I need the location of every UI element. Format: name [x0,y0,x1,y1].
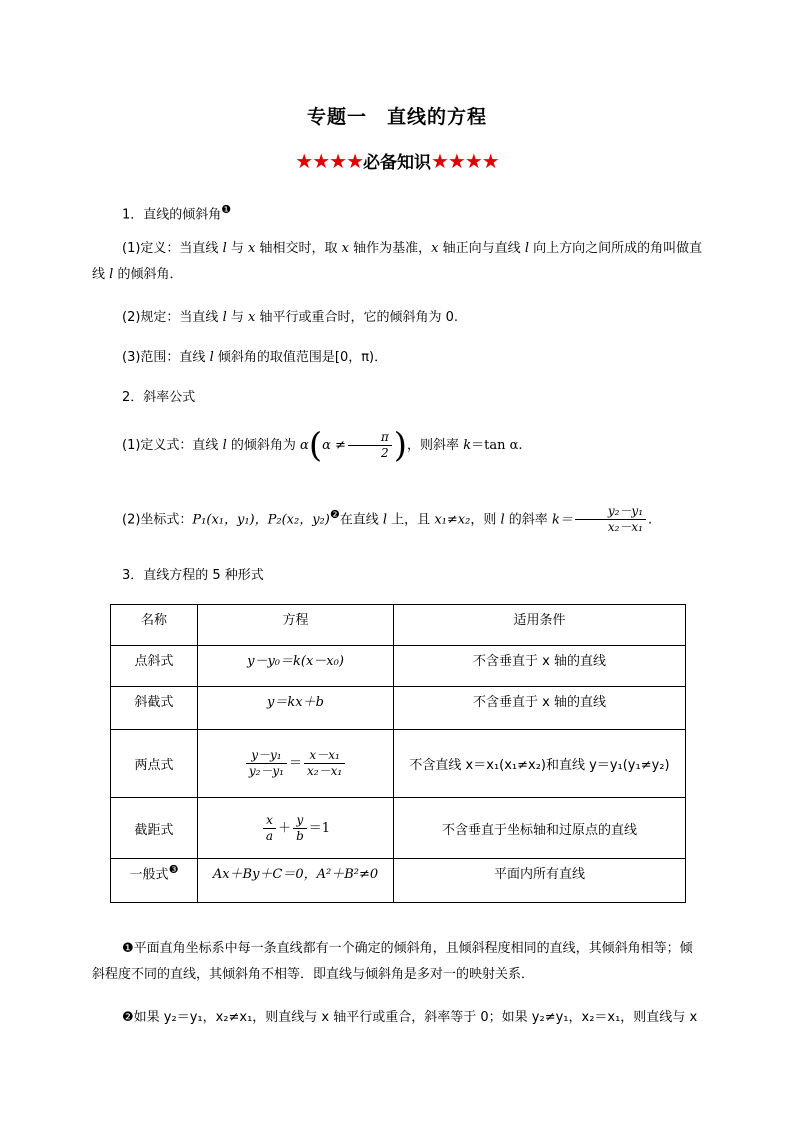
frac-denominator: x₂－x₁ [607,520,643,535]
heading-inclination-angle [122,197,734,228]
form-equation: Ax＋By＋C＝0，A²＋B²≠0 [198,859,394,903]
text-run: 轴相交时，取 [259,241,338,256]
text-run: 在直线 [339,512,379,528]
math-l: l [382,512,388,528]
fraction-slope [575,504,646,535]
footnote-1 [92,936,702,988]
form-name [111,859,198,903]
math-l: l [109,267,114,282]
form-condition: 平面内所有直线 [394,859,686,903]
math-l: l [222,310,227,325]
footnote-text: 平面直角坐标系中每一条直线都有一个确定的倾斜角，且倾斜程度相同的直线，其倾斜角相等；倾斜程度不同的直线，其倾斜角不相等．即直线与倾斜角是多对一的映射关系． [92,941,693,982]
math-condition: α ≠ [322,438,346,453]
heading-slope-formula: 2．斜率公式 [122,390,196,405]
plus-sign: ＋ [278,820,292,836]
math-condition: x₁≠x₂ [434,512,471,528]
text-run: 的斜率 [508,512,548,528]
table-row [111,798,686,859]
table-row [111,646,686,687]
math-x: x [248,310,256,325]
banner-text: 必备知识 [363,153,431,173]
footnote-marker: ❷ [122,1010,134,1025]
text-run: 向上方向之间所成的角叫做直线 [92,241,703,282]
frac-numerator: x [263,813,276,829]
paragraph-slope-definition [92,425,704,466]
text-run: (1)定义：当直线 [122,241,219,256]
paragraph-definition [92,236,704,288]
fraction [304,748,345,779]
form-condition: 不含直线 x＝x₁(x₁≠x₂)和直线 y＝y₁(y₁≠y₂) [394,730,686,798]
table-row [111,687,686,730]
math-l: l [524,241,529,256]
left-paren: ( [308,425,323,466]
frac-numerator: π [348,430,392,446]
star-decoration-left: ★★★★ [295,149,363,173]
paragraph-slope-coordinates [92,502,704,535]
math-l: l [500,512,505,528]
form-equation [198,798,394,859]
text-run: (1)定义式：直线 [122,438,219,453]
table-header-row [111,605,686,646]
header-cell: 适用条件 [394,605,686,646]
form-name: 两点式 [111,730,198,798]
text-run: 与 [230,310,244,325]
line-equation-table [110,604,686,903]
footnote-marker: ❶ [122,941,134,956]
footnote-marker-1: ❶ [221,203,232,216]
heading-text: 1．直线的倾斜角 [122,207,222,223]
text-run: 的倾斜角． [117,267,183,282]
math-l: l [222,438,227,453]
footnote-text: 如果 y₂＝y₁，x₂≠x₁，则直线与 x 轴平行或重合，斜率等于 0；如果 y₂≠y₁，x₂＝x₁，则直线与 x [133,1010,698,1025]
footnote-marker-3: ❸ [168,863,179,876]
table-row [111,859,686,903]
equals-sign: ＝ [289,756,303,771]
footnote-marker-2: ❷ [329,508,340,521]
fraction [246,748,287,779]
text-run: 上，且 [391,512,431,528]
frac-denominator: b [296,828,304,843]
form-equation: y－y₀＝k(x－x₀) [198,646,394,687]
math-points: P₁(x₁，y₁)，P₂(x₂，y₂) [192,512,330,528]
math-x: x [431,241,439,256]
math-x: x [341,241,350,256]
form-name-text: 一般式 [129,867,169,883]
paragraph-rule [92,305,704,331]
table-row [111,730,686,798]
text-run: 倾斜角的取值范围是[0，π)． [217,350,388,365]
math-x: x [248,241,256,256]
math-l: l [222,241,227,256]
fraction [293,813,307,844]
text-run: 轴平行或重合时，它的倾斜角为 0. [259,310,459,325]
form-condition: 不含垂直于 x 轴的直线 [394,687,686,730]
frac-numerator: x－x₁ [304,748,345,764]
text-run: ，则 [470,512,497,528]
text-run: (2)规定：当直线 [122,310,219,325]
math-l: l [209,350,214,365]
section-banner [0,148,794,173]
form-condition: 不含垂直于 x 轴的直线 [394,646,686,687]
form-name: 截距式 [111,798,198,859]
form-equation [198,730,394,798]
header-cell: 名称 [111,605,198,646]
paragraph-range [92,345,704,371]
right-paren: ) [393,425,408,466]
text-run: . [648,512,653,528]
frac-denominator: a [265,828,274,843]
text-run: ，则斜率 [407,438,460,453]
equals-one: ＝1 [308,820,331,836]
star-decoration-right: ★★★★ [431,149,499,173]
header-cell: 方程 [198,605,394,646]
heading-line-equation-forms: 3．直线方程的 5 种形式 [122,568,264,583]
fraction-pi-over-2 [348,430,392,461]
frac-denominator: x₂－x₁ [307,764,343,778]
text-run: 与 [230,241,244,256]
text-run: 轴作为基准， [353,241,432,256]
frac-numerator: y₂－y₁ [575,504,646,520]
form-name: 斜截式 [111,687,198,730]
text-run: (3)范围：直线 [122,350,206,365]
frac-numerator: y [293,813,307,829]
text-run: 轴正向与直线 [442,241,521,256]
text-run: ＝tan α. [471,438,523,453]
footnote-2 [92,1005,702,1031]
form-equation: y＝kx＋b [198,687,394,730]
math-alpha: α [300,438,309,453]
text-run: (2)坐标式： [122,512,193,528]
frac-denominator: 2 [381,446,389,460]
math-k-equals: k＝ [551,512,573,528]
fraction [263,813,276,844]
frac-denominator: y₂－y₁ [248,764,284,778]
text-run: 的倾斜角为 [230,438,296,453]
math-k: k [463,438,472,453]
form-name: 点斜式 [111,646,198,687]
form-condition: 不含垂直于坐标轴和过原点的直线 [394,798,686,859]
page-title: 专题一 直线的方程 [306,106,487,128]
frac-numerator: y－y₁ [246,748,287,764]
